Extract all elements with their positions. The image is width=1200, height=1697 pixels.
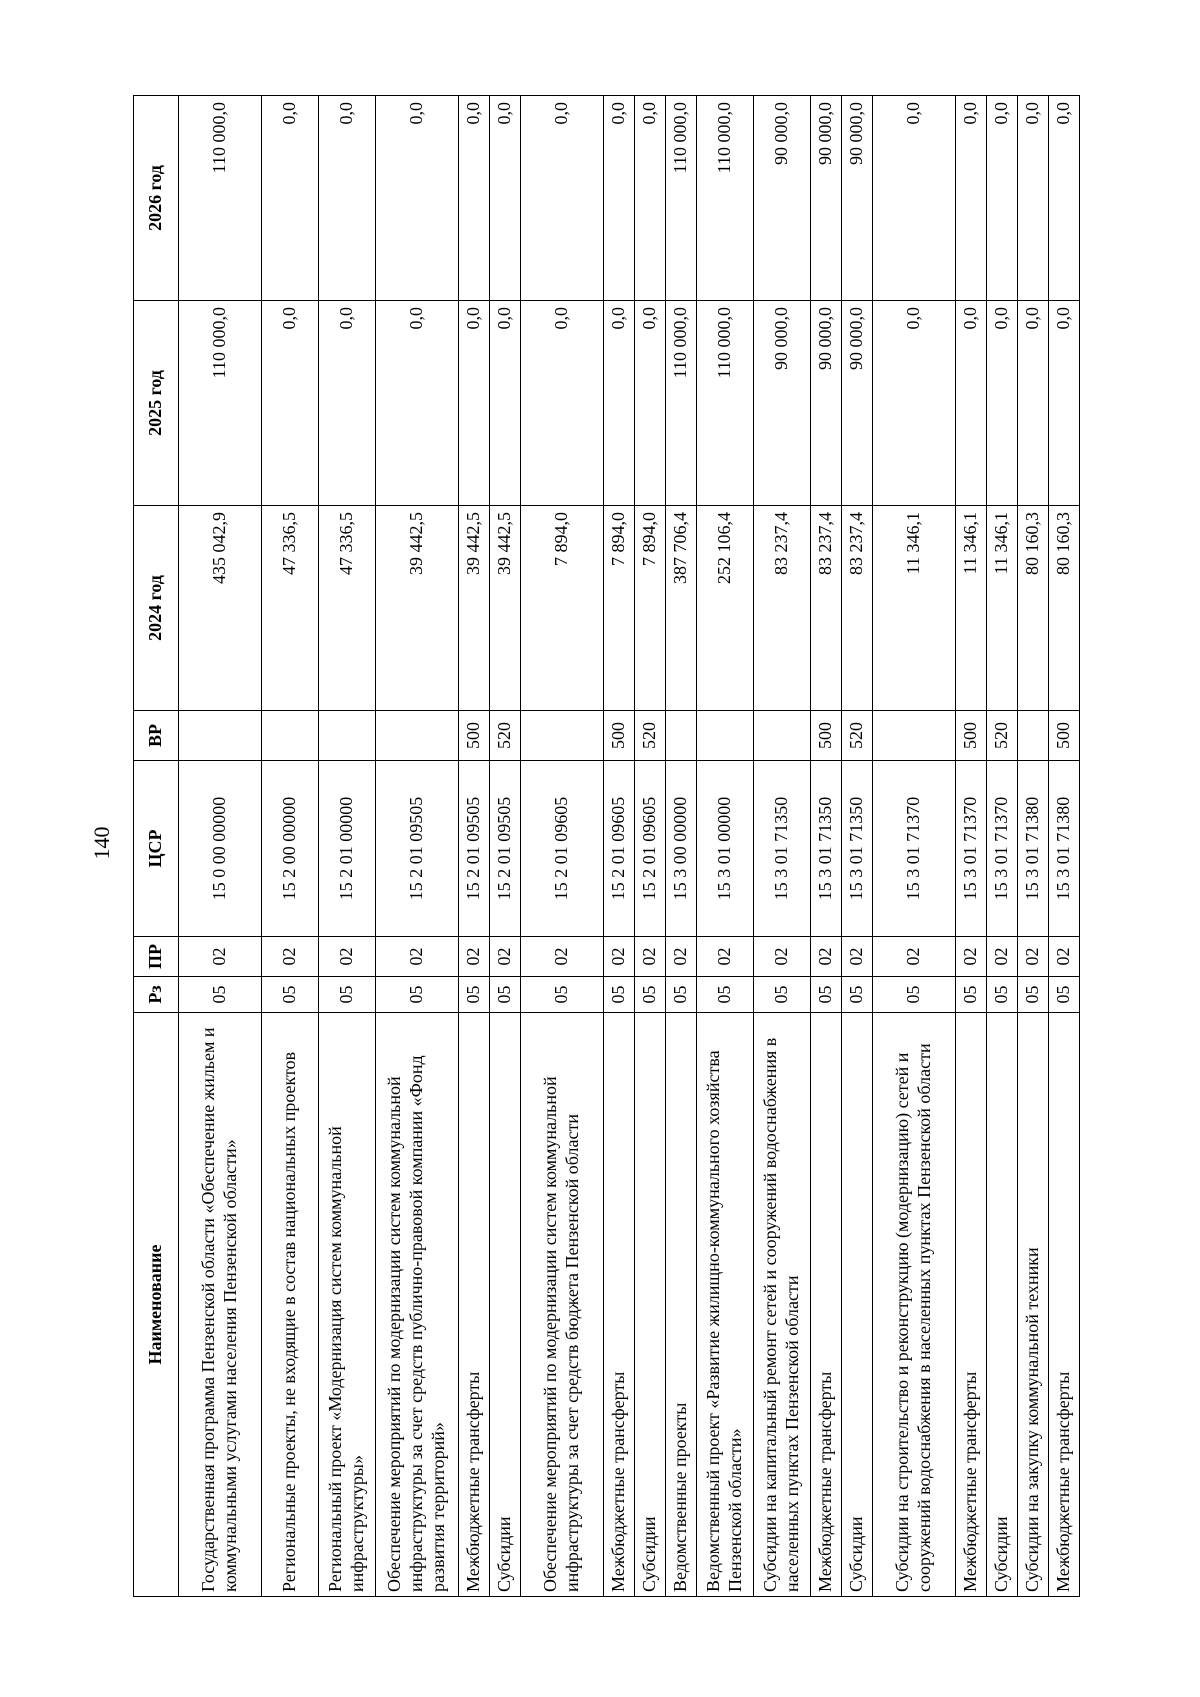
cell-name: Государственная программа Пензенской области «Обеспечение жильем и коммунальными услугами населения Пензенской области» [179, 1013, 262, 1597]
cell-csr: 15 2 01 00000 [319, 761, 376, 937]
cell-vr: 520 [842, 711, 873, 761]
cell-2024: 83 237,4 [754, 506, 811, 711]
table-row [179, 96, 262, 1597]
cell-pr: 02 [1049, 937, 1080, 977]
cell-csr: 15 3 01 71380 [1018, 761, 1049, 937]
cell-vr [754, 711, 811, 761]
cell-name: Ведомственный проект «Развитие жилищно-коммунального хозяйства Пензенской области» [697, 1013, 754, 1597]
cell-pr: 02 [1018, 937, 1049, 977]
cell-rz: 05 [842, 977, 873, 1013]
cell-2025: 110 000,0 [179, 301, 262, 506]
table-row [697, 96, 754, 1597]
cell-2026: 0,0 [490, 96, 521, 301]
cell-pr: 02 [490, 937, 521, 977]
cell-rz: 05 [635, 977, 666, 1013]
cell-pr: 02 [262, 937, 319, 977]
table-row [1049, 96, 1080, 1597]
cell-name: Межбюджетные трансферты [604, 1013, 635, 1597]
header-pr: ПР [134, 937, 179, 977]
table-body [179, 96, 1080, 1597]
cell-2025: 0,0 [873, 301, 956, 506]
cell-csr: 15 3 01 71370 [956, 761, 987, 937]
cell-rz: 05 [873, 977, 956, 1013]
cell-pr: 02 [987, 937, 1018, 977]
cell-2024: 7 894,0 [521, 506, 604, 711]
cell-2024: 80 160,3 [1018, 506, 1049, 711]
cell-name: Межбюджетные трансферты [1049, 1013, 1080, 1597]
cell-pr: 02 [873, 937, 956, 977]
cell-2026: 0,0 [956, 96, 987, 301]
cell-vr: 500 [811, 711, 842, 761]
table-row [490, 96, 521, 1597]
cell-2026: 110 000,0 [666, 96, 697, 301]
header-2024: 2024 год [134, 506, 179, 711]
cell-name: Субсидии на капитальный ремонт сетей и сооружений водоснабжения в населенных пунктах Пензенской области [754, 1013, 811, 1597]
cell-vr: 520 [490, 711, 521, 761]
cell-pr: 02 [319, 937, 376, 977]
cell-vr [666, 711, 697, 761]
table-row [521, 96, 604, 1597]
cell-csr: 15 2 01 09505 [459, 761, 490, 937]
cell-rz: 05 [1018, 977, 1049, 1013]
cell-name: Субсидии [987, 1013, 1018, 1597]
cell-name: Межбюджетные трансферты [811, 1013, 842, 1597]
table-row [842, 96, 873, 1597]
cell-2025: 90 000,0 [754, 301, 811, 506]
cell-rz: 05 [459, 977, 490, 1013]
cell-2025: 110 000,0 [666, 301, 697, 506]
cell-name: Региональные проекты, не входящие в состав национальных проектов [262, 1013, 319, 1597]
cell-rz: 05 [987, 977, 1018, 1013]
cell-name: Субсидии [490, 1013, 521, 1597]
table-header-row [134, 96, 179, 1597]
cell-2024: 7 894,0 [635, 506, 666, 711]
cell-vr [179, 711, 262, 761]
cell-rz: 05 [179, 977, 262, 1013]
cell-2024: 11 346,1 [987, 506, 1018, 711]
cell-2025: 0,0 [319, 301, 376, 506]
cell-csr: 15 2 01 09505 [490, 761, 521, 937]
cell-2025: 0,0 [987, 301, 1018, 506]
cell-vr [697, 711, 754, 761]
cell-pr: 02 [842, 937, 873, 977]
cell-vr [521, 711, 604, 761]
cell-rz: 05 [697, 977, 754, 1013]
cell-2024: 83 237,4 [842, 506, 873, 711]
cell-2024: 387 706,4 [666, 506, 697, 711]
cell-pr: 02 [604, 937, 635, 977]
cell-2025: 0,0 [635, 301, 666, 506]
cell-2024: 435 042,9 [179, 506, 262, 711]
cell-name: Субсидии [635, 1013, 666, 1597]
header-name: Наименование [134, 1013, 179, 1597]
table-row [262, 96, 319, 1597]
table-row [666, 96, 697, 1597]
cell-2024: 47 336,5 [319, 506, 376, 711]
cell-2025: 90 000,0 [842, 301, 873, 506]
cell-name: Региональный проект «Модернизация систем коммунальной инфраструктуры» [319, 1013, 376, 1597]
table-row [376, 96, 459, 1597]
cell-2026: 90 000,0 [811, 96, 842, 301]
header-csr: ЦСР [134, 761, 179, 937]
cell-2026: 0,0 [873, 96, 956, 301]
cell-csr: 15 2 01 09605 [635, 761, 666, 937]
cell-csr: 15 3 01 71350 [811, 761, 842, 937]
cell-rz: 05 [604, 977, 635, 1013]
cell-csr: 15 2 01 09605 [604, 761, 635, 937]
table-row [319, 96, 376, 1597]
cell-csr: 15 3 01 71380 [1049, 761, 1080, 937]
cell-2026: 0,0 [262, 96, 319, 301]
cell-rz: 05 [319, 977, 376, 1013]
cell-vr [376, 711, 459, 761]
header-2025: 2025 год [134, 301, 179, 506]
cell-2024: 11 346,1 [956, 506, 987, 711]
cell-rz: 05 [521, 977, 604, 1013]
cell-csr: 15 3 01 71350 [842, 761, 873, 937]
cell-2025: 0,0 [1018, 301, 1049, 506]
cell-rz: 05 [666, 977, 697, 1013]
cell-2025: 0,0 [262, 301, 319, 506]
cell-vr: 520 [635, 711, 666, 761]
cell-2024: 83 237,4 [811, 506, 842, 711]
cell-2026: 0,0 [459, 96, 490, 301]
table-row [811, 96, 842, 1597]
cell-vr: 500 [459, 711, 490, 761]
cell-pr: 02 [635, 937, 666, 977]
cell-csr: 15 2 00 00000 [262, 761, 319, 937]
cell-pr: 02 [697, 937, 754, 977]
cell-2024: 11 346,1 [873, 506, 956, 711]
cell-2026: 0,0 [1049, 96, 1080, 301]
budget-table [133, 95, 1080, 1597]
cell-vr: 520 [987, 711, 1018, 761]
table-row [604, 96, 635, 1597]
cell-vr: 500 [604, 711, 635, 761]
cell-csr: 15 3 01 00000 [697, 761, 754, 937]
cell-name: Межбюджетные трансферты [956, 1013, 987, 1597]
cell-csr: 15 3 01 71370 [873, 761, 956, 937]
cell-rz: 05 [754, 977, 811, 1013]
cell-2026: 0,0 [604, 96, 635, 301]
cell-2024: 7 894,0 [604, 506, 635, 711]
cell-2024: 47 336,5 [262, 506, 319, 711]
cell-rz: 05 [1049, 977, 1080, 1013]
cell-2024: 39 442,5 [459, 506, 490, 711]
page-number: 140 [89, 826, 114, 860]
cell-name: Субсидии [842, 1013, 873, 1597]
cell-pr: 02 [521, 937, 604, 977]
cell-pr: 02 [459, 937, 490, 977]
cell-2026: 90 000,0 [754, 96, 811, 301]
cell-rz: 05 [490, 977, 521, 1013]
table-row [987, 96, 1018, 1597]
cell-2025: 0,0 [459, 301, 490, 506]
cell-2025: 0,0 [490, 301, 521, 506]
cell-2024: 252 106,4 [697, 506, 754, 711]
cell-pr: 02 [811, 937, 842, 977]
cell-2024: 80 160,3 [1049, 506, 1080, 711]
cell-rz: 05 [262, 977, 319, 1013]
cell-rz: 05 [956, 977, 987, 1013]
cell-rz: 05 [376, 977, 459, 1013]
cell-2024: 39 442,5 [376, 506, 459, 711]
table-row [459, 96, 490, 1597]
cell-2025: 0,0 [604, 301, 635, 506]
cell-csr: 15 2 01 09605 [521, 761, 604, 937]
cell-csr: 15 3 00 00000 [666, 761, 697, 937]
cell-csr: 15 0 00 00000 [179, 761, 262, 937]
cell-2026: 0,0 [376, 96, 459, 301]
cell-2026: 0,0 [635, 96, 666, 301]
table-row [873, 96, 956, 1597]
cell-2026: 110 000,0 [697, 96, 754, 301]
budget-table-container [133, 95, 1074, 1597]
cell-2025: 90 000,0 [811, 301, 842, 506]
cell-pr: 02 [754, 937, 811, 977]
cell-name: Обеспечение мероприятий по модернизации систем коммунальной инфраструктуры за счет средств публично-правовой компании «Фонд развития территорий» [376, 1013, 459, 1597]
cell-2025: 0,0 [521, 301, 604, 506]
cell-name: Межбюджетные трансферты [459, 1013, 490, 1597]
cell-vr [319, 711, 376, 761]
cell-2026: 0,0 [987, 96, 1018, 301]
header-vr: ВР [134, 711, 179, 761]
cell-name: Ведомственные проекты [666, 1013, 697, 1597]
cell-2024: 39 442,5 [490, 506, 521, 711]
cell-2025: 0,0 [1049, 301, 1080, 506]
cell-2025: 0,0 [376, 301, 459, 506]
cell-2025: 0,0 [956, 301, 987, 506]
cell-vr [262, 711, 319, 761]
cell-2025: 110 000,0 [697, 301, 754, 506]
cell-pr: 02 [179, 937, 262, 977]
cell-csr: 15 3 01 71350 [754, 761, 811, 937]
cell-name: Субсидии на закупку коммунальной техники [1018, 1013, 1049, 1597]
header-rz: Рз [134, 977, 179, 1013]
cell-rz: 05 [811, 977, 842, 1013]
cell-vr: 500 [1049, 711, 1080, 761]
cell-csr: 15 3 01 71370 [987, 761, 1018, 937]
cell-pr: 02 [666, 937, 697, 977]
cell-csr: 15 2 01 09505 [376, 761, 459, 937]
cell-pr: 02 [956, 937, 987, 977]
header-2026: 2026 год [134, 96, 179, 301]
table-row [956, 96, 987, 1597]
cell-vr: 500 [956, 711, 987, 761]
cell-name: Обеспечение мероприятий по модернизации систем коммунальной инфраструктуры за счет средств бюджета Пензенской области [521, 1013, 604, 1597]
cell-2026: 110 000,0 [179, 96, 262, 301]
cell-2026: 90 000,0 [842, 96, 873, 301]
cell-vr [1018, 711, 1049, 761]
cell-2026: 0,0 [1018, 96, 1049, 301]
cell-2026: 0,0 [521, 96, 604, 301]
cell-vr [873, 711, 956, 761]
table-row [635, 96, 666, 1597]
table-row [1018, 96, 1049, 1597]
table-row [754, 96, 811, 1597]
cell-name: Субсидии на строительство и реконструкцию (модернизацию) сетей и сооружений водоснабжения в населенных пунктах Пензенской области [873, 1013, 956, 1597]
cell-pr: 02 [376, 937, 459, 977]
cell-2026: 0,0 [319, 96, 376, 301]
